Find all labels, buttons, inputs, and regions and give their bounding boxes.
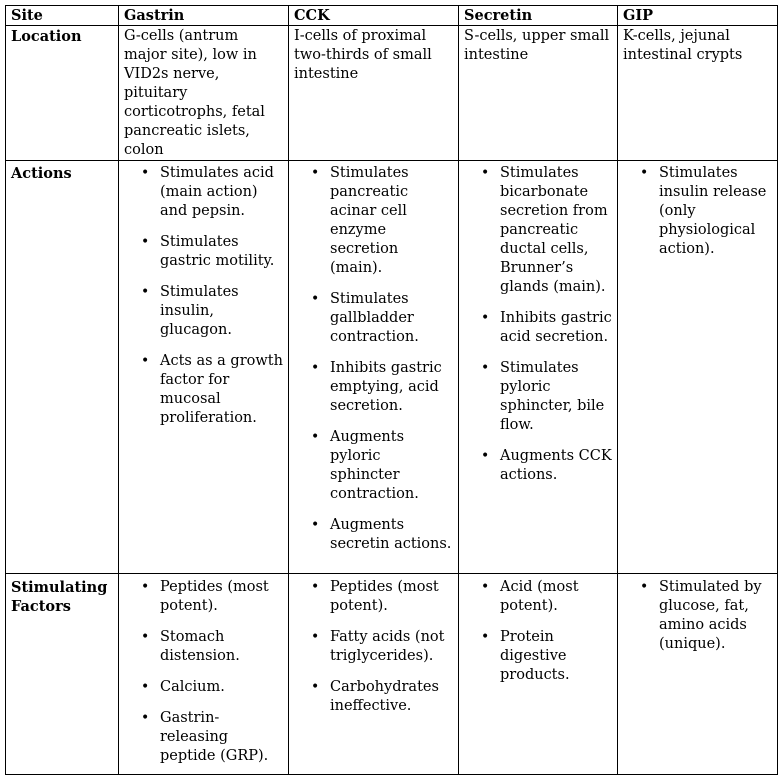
header-gastrin: Gastrin (119, 6, 289, 26)
header-cck: CCK (289, 6, 459, 26)
bullet-item: • Acid (most potent). (500, 578, 612, 616)
gastrin-stimulating-factors (119, 574, 289, 775)
bullet-item: • Acts as a growth factor for mucosal proliferation. (160, 352, 283, 428)
gastrin-actions (119, 161, 289, 574)
gastrin-location: G-cells (antrum major site), low in VID2s nerve, pituitary corticotrophs, fetal pancreatic islets, colon (119, 26, 289, 161)
bullet-item: • Stimulates pyloric sphincter, bile flow. (500, 359, 612, 435)
header-row (6, 6, 778, 26)
bullet-item: • Calcium. (160, 678, 283, 697)
header-gip: GIP (618, 6, 778, 26)
row-label-actions: Actions (6, 161, 119, 574)
bullet-item: • Peptides (most potent). (330, 578, 453, 616)
hormone-table (5, 5, 778, 775)
bullet-item: • Stimulated by glucose, fat, amino acids (unique). (659, 578, 772, 654)
bullet-item: • Stomach distension. (160, 628, 283, 666)
header-secretin: Secretin (459, 6, 618, 26)
bullet-item: • Inhibits gastric acid secretion. (500, 309, 612, 347)
bullet-item: • Stimulates insulin, glucagon. (160, 283, 283, 340)
secretin-stimulating-factors (459, 574, 618, 775)
bullet-item: • Stimulates acid (main action) and pepsin. (160, 164, 283, 221)
bullet-item: • Carbohydrates ineffective. (330, 678, 453, 716)
bullet-item: • Stimulates bicarbonate secretion from pancreatic ductal cells, Brunner’s glands (main). (500, 164, 612, 297)
cck-stimulating-factors (289, 574, 459, 775)
gip-actions (618, 161, 778, 574)
bullet-item: • Fatty acids (not triglycerides). (330, 628, 453, 666)
secretin-location: S-cells, upper small intestine (459, 26, 618, 161)
bullet-item: • Gastrin-releasing peptide (GRP). (160, 709, 283, 766)
bullet-item: • Augments CCK actions. (500, 447, 612, 485)
row-label-location: Location (6, 26, 119, 161)
location-row (6, 26, 778, 161)
gip-location: K-cells, jejunal intestinal crypts (618, 26, 778, 161)
cck-actions (289, 161, 459, 574)
bullet-item: • Stimulates gastric motility. (160, 233, 283, 271)
bullet-item: • Stimulates gallbladder contraction. (330, 290, 453, 347)
stimulating-factors-row (6, 574, 778, 775)
bullet-item: • Stimulates insulin release (only physiological action). (659, 164, 772, 259)
secretin-actions (459, 161, 618, 574)
row-label-stimulating-factors: Stimulating Factors (6, 574, 119, 775)
cck-location: I-cells of proximal two-thirds of small intestine (289, 26, 459, 161)
bullet-item: • Stimulates pancreatic acinar cell enzyme secretion (main). (330, 164, 453, 278)
bullet-item: • Peptides (most potent). (160, 578, 283, 616)
bullet-item: • Protein digestive products. (500, 628, 612, 685)
bullet-item: • Inhibits gastric emptying, acid secretion. (330, 359, 453, 416)
actions-row (6, 161, 778, 574)
gip-stimulating-factors (618, 574, 778, 775)
bullet-item: • Augments pyloric sphincter contraction. (330, 428, 453, 504)
header-site: Site (6, 6, 119, 26)
bullet-item: • Augments secretin actions. (330, 516, 453, 554)
